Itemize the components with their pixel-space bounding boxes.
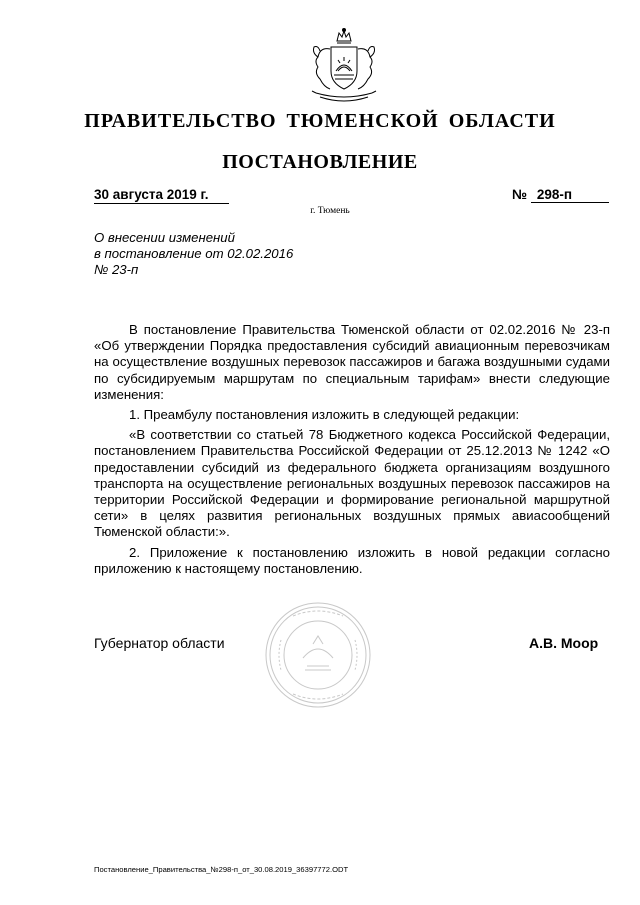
body-paragraph: 1. Преамбулу постановления изложить в следующей редакции: xyxy=(129,407,520,423)
body-paragraph: В постановление Правительства Тюменской области от 02.02.2016 № 23-п «Об утверждении Порядка предоставления субсидий авиационным перевозчикам на осуществление воздушных перевозок пассажиров и багажа воздушными судами по субсидируемым маршрутам по специальным тарифам» внести следующие изменения: xyxy=(94,322,610,402)
file-name-footer: Постановление_Правительства_№298-п_от_30.08.2019_36397772.ODT xyxy=(94,865,349,874)
subject-line: в постановление от 02.02.2016 xyxy=(94,246,294,261)
number-prefix: № xyxy=(512,187,528,202)
official-seal-icon xyxy=(263,600,373,710)
subject-line: № 23-п xyxy=(94,262,139,277)
subject-block xyxy=(94,230,414,278)
signer-name: А.В. Моор xyxy=(529,635,599,651)
document-number xyxy=(512,187,609,203)
government-title: ПРАВИТЕЛЬСТВО ТЮМЕНСКОЙ ОБЛАСТИ xyxy=(84,110,556,132)
city: г. Тюмень xyxy=(310,206,350,216)
document-type: ПОСТАНОВЛЕНИЕ xyxy=(222,151,418,173)
subject-line: О внесении изменений xyxy=(94,230,235,245)
coat-of-arms-icon xyxy=(300,27,388,105)
number-value: 298-п xyxy=(531,187,609,203)
body-paragraph: 2. Приложение к постановлению изложить в новой редакции согласно приложению к настоящему постановлению. xyxy=(94,544,610,576)
signer-position: Губернатор области xyxy=(94,635,225,651)
document-body xyxy=(94,322,610,581)
body-paragraph: «В соответствии со статьей 78 Бюджетного кодекса Российской Федерации, постановлением Правительства Российской Федерации от 25.12.2013 № 1242 «О предоставлении субсидий из федерального бюджета организациям воздушного транспорта на осуществление региональных воздушных перевозок пассажиров на территории Российской Федерации и формирование региональной маршрутной сети» в целях развития региональных воздушных прямых авиасообщений Тюменской области:». xyxy=(94,427,610,540)
document-date: 30 августа 2019 г. xyxy=(94,187,229,204)
